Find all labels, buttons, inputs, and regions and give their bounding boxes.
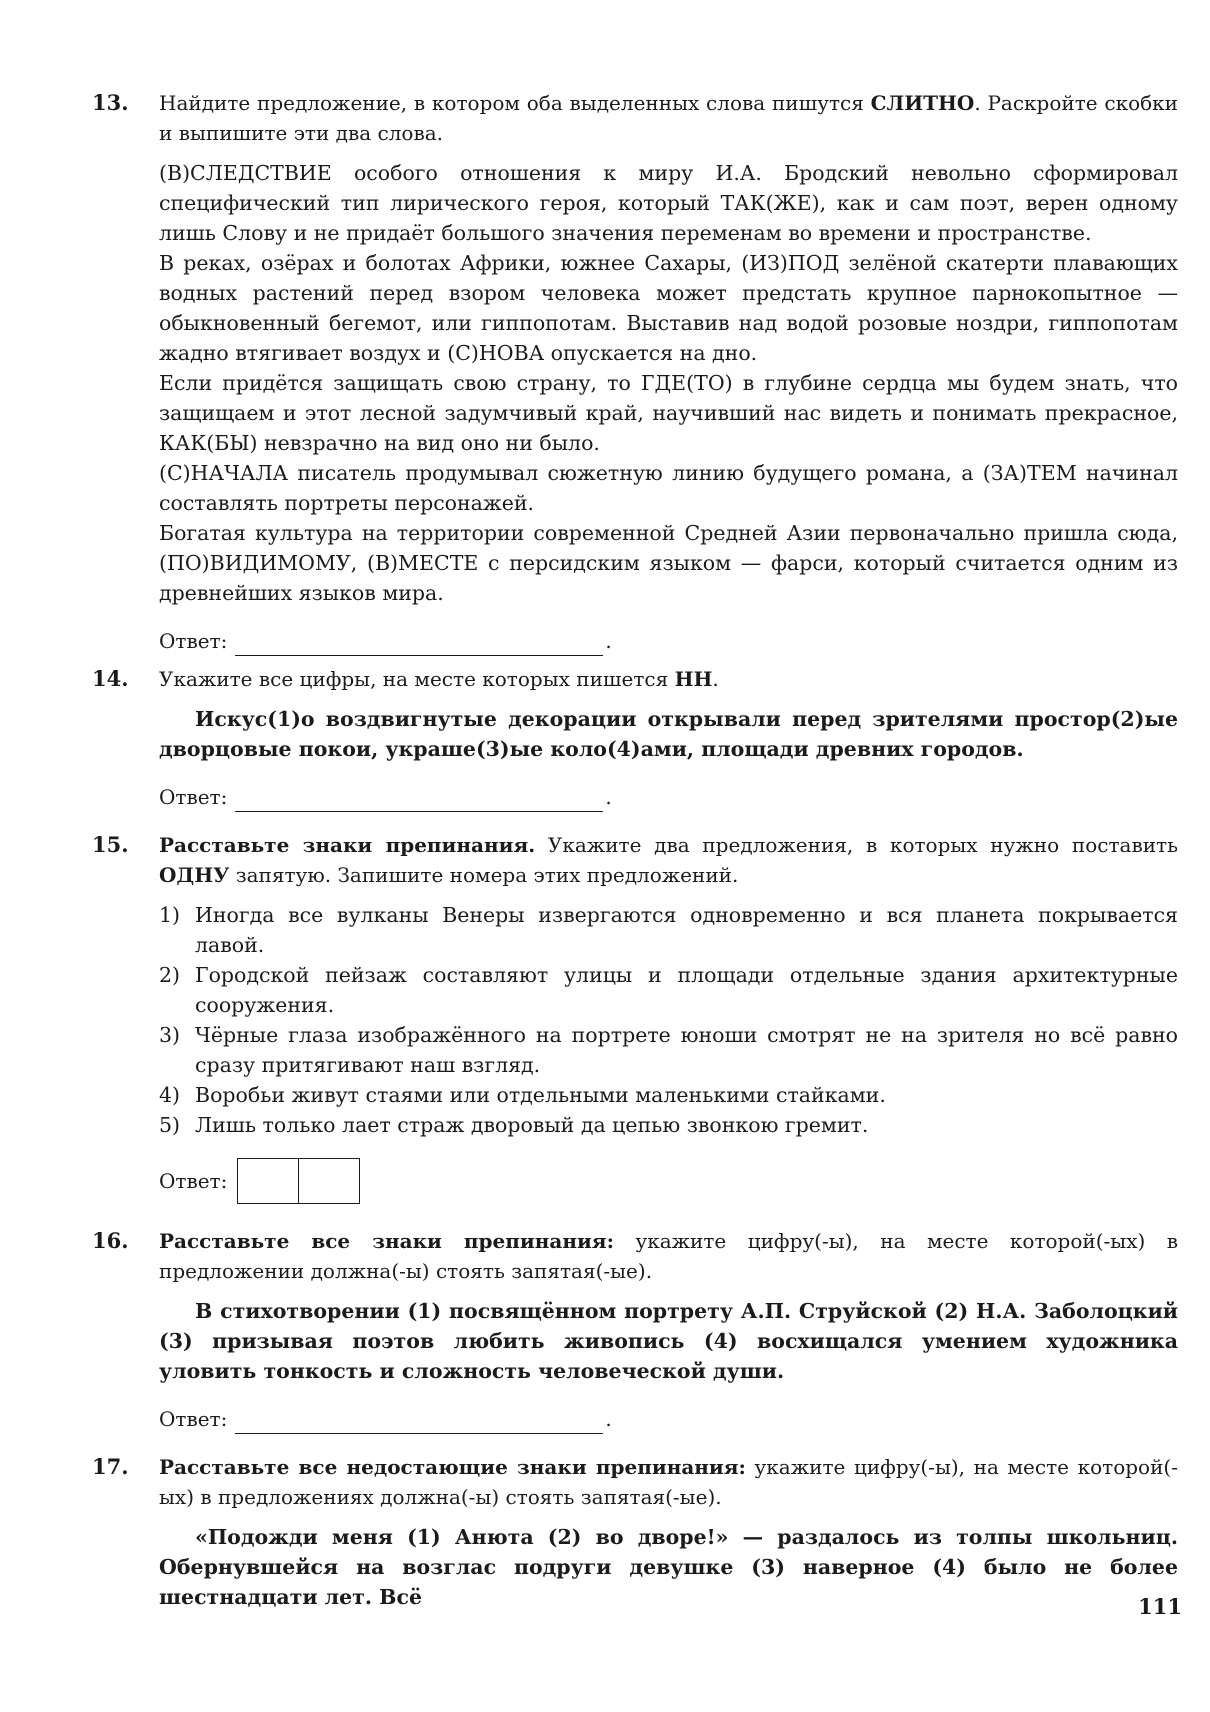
answer-end: . xyxy=(605,785,612,809)
task-body xyxy=(159,1226,1178,1434)
prompt-text: укажите цифру(-ы), на месте которой(-ых) в предложении должна(-ы) стоять запятая(-ые). xyxy=(159,1229,1178,1283)
prompt-text: Укажите два предложения, в которых нужно поставить xyxy=(535,833,1178,857)
task-prompt xyxy=(159,830,1178,890)
sentences-block xyxy=(159,158,1178,608)
options-list xyxy=(159,900,1178,1140)
prompt-emphasis: Расставьте все недостающие знаки препинания: xyxy=(159,1455,746,1479)
answer-end: . xyxy=(605,629,612,653)
answer-cell-2[interactable] xyxy=(298,1159,359,1203)
option-text: Чёрные глаза изображённого на портрете юноши смотрят не на зрителя но всё равно сразу притягивают наш взгляд. xyxy=(195,1023,1178,1077)
sentence-5: Богатая культура на территории современной Средней Азии первоначально пришла сюда, (ПО)ВИДИМОМУ, (В)МЕСТЕ с персидским языком — фарси, который считается одним из древнейших языков мира. xyxy=(159,521,1178,605)
task-text-block xyxy=(159,1522,1178,1612)
answer-label: Ответ: xyxy=(159,1169,228,1193)
answer-boxes xyxy=(237,1158,360,1204)
prompt-text-end: запятую. Запишите номера этих предложений. xyxy=(229,863,739,887)
task-prompt xyxy=(159,1226,1178,1286)
prompt-text: укажите цифру(-ы), на месте которой(-ых) в предложениях должна(-ы) стоять запятая(-ые). xyxy=(159,1455,1178,1509)
answer-label: Ответ: xyxy=(159,1407,228,1431)
answer-row xyxy=(159,626,1178,656)
task-16 xyxy=(92,1226,1182,1434)
option-item xyxy=(159,960,1178,1020)
page-number: 111 xyxy=(1138,1594,1182,1619)
task-body xyxy=(159,664,1178,812)
answer-row xyxy=(159,1404,1178,1434)
option-text: Иногда все вулканы Венеры извергаются одновременно и вся планета покрывается лавой. xyxy=(195,903,1178,957)
task-text: Искус(1)о воздвигнутые декорации открывали перед зрителями простор(2)ые дворцовые покои, украше(3)ые коло(4)ами, площади древних городов. xyxy=(159,707,1178,761)
task-body xyxy=(159,88,1178,656)
prompt-text: Укажите все цифры, на месте которых пишется xyxy=(159,667,675,691)
answer-end: . xyxy=(605,1407,612,1431)
task-text: В стихотворении (1) посвящённом портрету А.П. Струйской (2) Н.А. Заболоцкий (3) призывая поэтов любить живопись (4) восхищался умением художника уловить тонкость и сложность человеческой души. xyxy=(159,1299,1178,1383)
sentence-1: (В)СЛЕДСТВИЕ особого отношения к миру И.А. Бродский невольно сформировал специфический тип лирического героя, который ТАК(ЖЕ), как и сам поэт, верен одному лишь Слову и не придаёт большого значения переменам во времени и пространстве. xyxy=(159,161,1178,245)
task-text-block xyxy=(159,1296,1178,1386)
answer-row xyxy=(159,1158,1178,1204)
sentence-4: (С)НАЧАЛА писатель продумывал сюжетную линию будущего романа, а (ЗА)ТЕМ начинал составлять портреты персонажей. xyxy=(159,461,1178,515)
task-text: «Подожди меня (1) Анюта (2) во дворе!» — раздалось из толпы школьниц. Обернувшейся на возглас подруги девушке (3) наверное (4) было не более шестнадцати лет. Всё xyxy=(159,1525,1178,1609)
task-13 xyxy=(92,88,1182,656)
task-number: 17. xyxy=(92,1454,129,1479)
task-15 xyxy=(92,830,1182,1204)
prompt-text: Найдите предложение, в котором оба выделенных слова пишутся xyxy=(159,91,871,115)
answer-row xyxy=(159,782,1178,812)
task-number: 13. xyxy=(92,90,129,115)
prompt-emphasis: СЛИТНО xyxy=(870,91,975,115)
prompt-text-end: . xyxy=(712,667,719,691)
task-body xyxy=(159,1452,1178,1612)
option-number: 4) xyxy=(159,1083,181,1107)
task-number: 14. xyxy=(92,666,129,691)
prompt-emphasis-2: ОДНУ xyxy=(159,863,230,887)
option-number: 2) xyxy=(159,963,181,987)
answer-input-line[interactable] xyxy=(235,1411,603,1434)
answer-input-line[interactable] xyxy=(235,633,603,656)
task-prompt xyxy=(159,1452,1178,1512)
task-body xyxy=(159,830,1178,1204)
prompt-text-end: . Раскройте скобки и выпишите эти два слова. xyxy=(159,91,1179,145)
task-number: 15. xyxy=(92,832,129,857)
task-prompt xyxy=(159,88,1178,148)
option-item xyxy=(159,1110,1178,1140)
option-text: Лишь только лает страж дворовый да цепью звонкою гремит. xyxy=(195,1113,869,1137)
option-number: 5) xyxy=(159,1113,181,1137)
prompt-emphasis: Расставьте все знаки препинания: xyxy=(159,1229,614,1253)
option-number: 1) xyxy=(159,903,181,927)
sentence-2: В реках, озёрах и болотах Африки, южнее Сахары, (ИЗ)ПОД зелёной скатерти плавающих водных растений перед взором человека может предстать крупное парнокопытное — обыкновенный бегемот, или гиппопотам. Выставив над водой розовые ноздри, гиппопотам жадно втягивает воздух и (С)НОВА опускается на дно. xyxy=(159,251,1178,365)
option-item xyxy=(159,1080,1178,1110)
option-item xyxy=(159,1020,1178,1080)
task-prompt xyxy=(159,664,1178,694)
answer-cell-1[interactable] xyxy=(238,1159,298,1203)
task-17 xyxy=(92,1452,1182,1612)
option-text: Городской пейзаж составляют улицы и площади отдельные здания архитектурные сооружения. xyxy=(195,963,1178,1017)
sentence-3: Если придётся защищать свою страну, то ГДЕ(ТО) в глубине сердца мы будем знать, что защищаем и этот лесной задумчивый край, научивший нас видеть и понимать прекрасное, КАК(БЫ) невзрачно на вид оно ни было. xyxy=(159,371,1178,455)
task-number: 16. xyxy=(92,1228,129,1253)
option-item xyxy=(159,900,1178,960)
option-text: Воробьи живут стаями или отдельными маленькими стайками. xyxy=(195,1083,886,1107)
task-14 xyxy=(92,664,1182,812)
prompt-emphasis: Расставьте знаки препинания. xyxy=(159,833,536,857)
answer-input-line[interactable] xyxy=(235,789,603,812)
answer-label: Ответ: xyxy=(159,785,228,809)
prompt-emphasis: НН xyxy=(674,667,713,691)
answer-label: Ответ: xyxy=(159,629,228,653)
task-text-block xyxy=(159,704,1178,764)
option-number: 3) xyxy=(159,1023,181,1047)
